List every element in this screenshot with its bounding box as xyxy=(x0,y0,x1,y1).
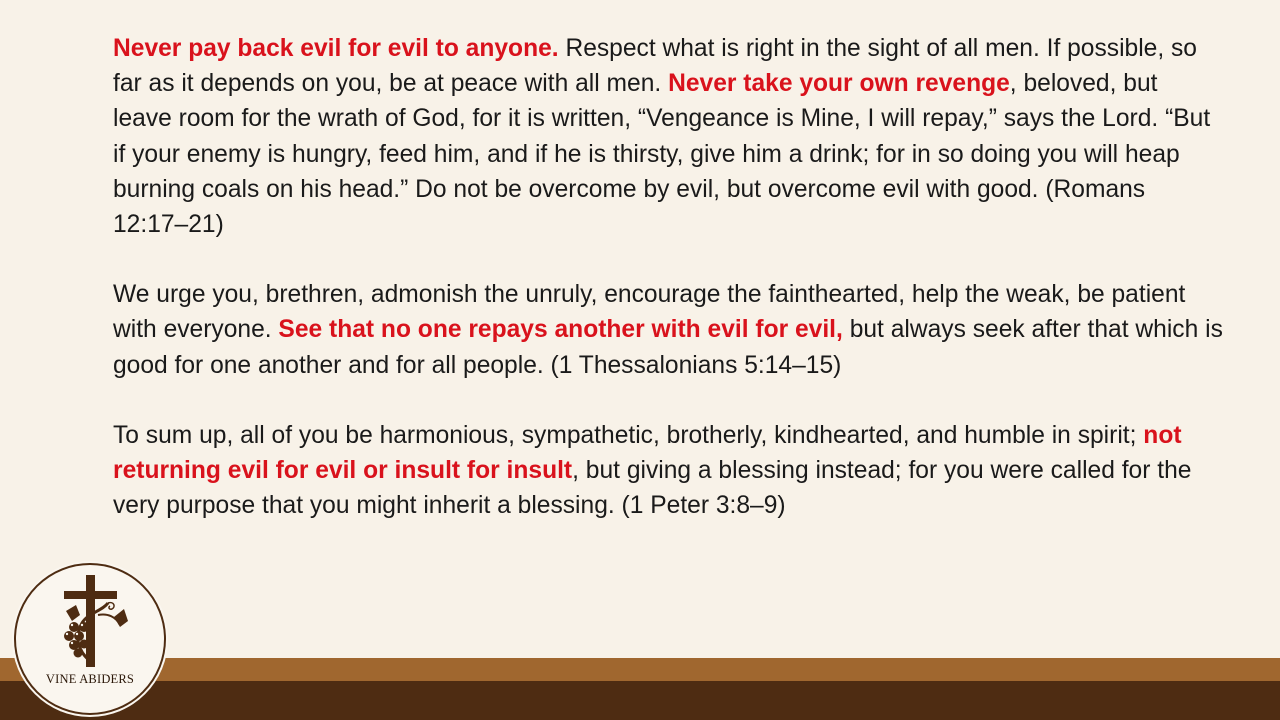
logo-text: VINE ABIDERS xyxy=(45,672,135,686)
footer-band-dark xyxy=(0,681,1280,720)
text-run: To sum up, all of you be harmonious, sympathetic, brotherly, kindhearted, and humble in spirit; xyxy=(113,421,1144,449)
highlight-phrase: See that no one repays another with evil for evil, xyxy=(278,316,843,344)
highlight-phrase: not returning evil for evil or insult for insult xyxy=(113,421,1182,485)
text-run: We urge you, brethren, admonish the unruly, encourage the fainthearted, help the weak, be patient with everyone. xyxy=(113,281,1186,344)
paragraph-romans xyxy=(113,31,1223,242)
text-run: Respect what is right in the sight of all men. If possible, so far as it depends on you, be at peace with all men. xyxy=(113,35,1197,98)
footer-band-light xyxy=(0,658,1280,681)
paragraph-thessalonians xyxy=(113,277,1223,383)
scripture-text xyxy=(113,31,1223,558)
text-run: , beloved, but leave room for the wrath of God, for it is written, “Vengeance is Mine, I will repay,” says the Lord. “But if your enemy is hungry, feed him, and if he is thirsty, give him a drink; for in so doing you will heap burning coals on his head.” Do not be overcome by evil, but overcome evil with good. (Romans 12:17–21) xyxy=(113,70,1211,239)
paragraph-peter xyxy=(113,418,1223,524)
cross-with-grapevine-icon xyxy=(16,565,164,713)
highlight-phrase: Never pay back evil for evil to anyone. xyxy=(113,35,559,62)
text-run: but always seek after that which is good for one another and for all people. (1 Thessalonians 5:14–15) xyxy=(113,316,1223,379)
text-run: , but giving a blessing instead; for you were called for the very purpose that you might inherit a blessing. (1 Peter 3:8–9) xyxy=(113,457,1192,520)
vine-abiders-logo xyxy=(14,563,166,715)
highlight-phrase: Never take your own revenge xyxy=(668,70,1010,98)
